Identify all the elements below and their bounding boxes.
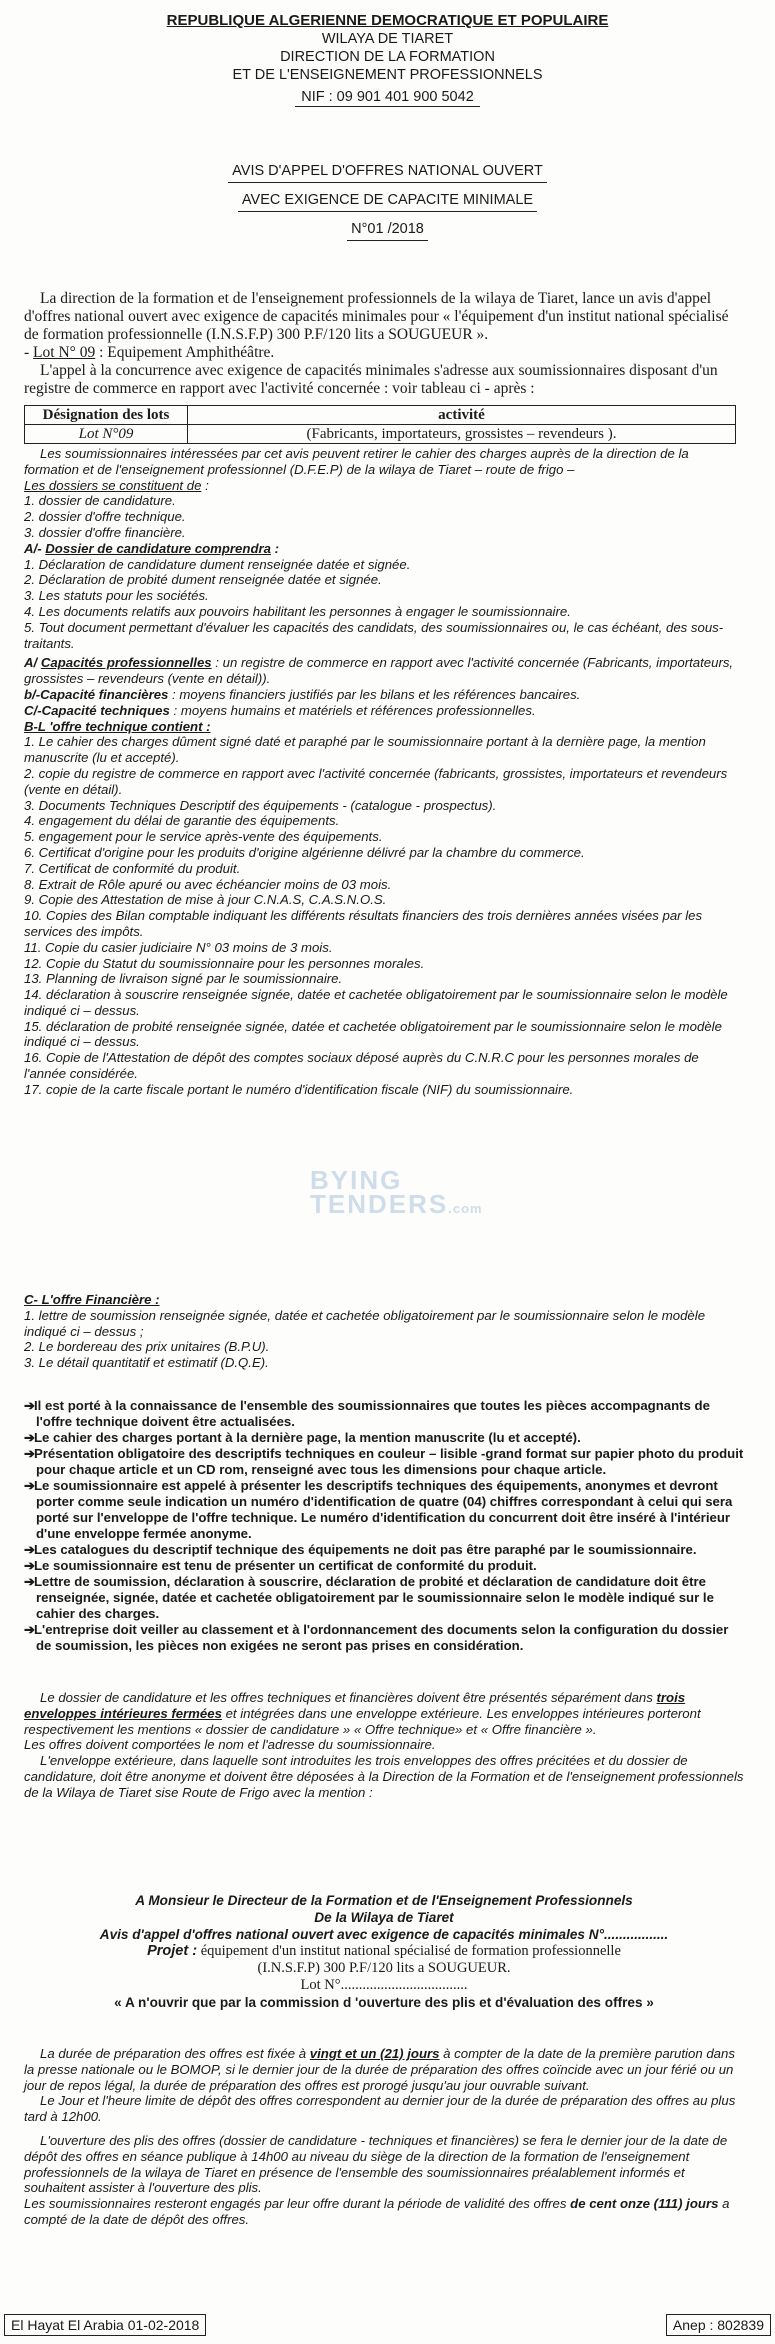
bullet-item <box>24 1446 744 1478</box>
bullet-item <box>24 1574 744 1622</box>
list-item: 13. Planning de livraison signé par le soumissionnaire. <box>24 971 343 987</box>
section-a-suffix: : <box>270 540 280 556</box>
arrow-right-icon: ➔ <box>24 1478 36 1493</box>
section-a-heading <box>24 541 744 557</box>
footer-anep: Anep : 802839 <box>666 2314 771 2336</box>
lot-prefix: - <box>24 344 34 361</box>
duration-section <box>24 2046 744 2228</box>
address-line3: Avis d'appel d'offres national ouvert avec exigence de capacités minimales N°................. <box>99 1927 669 1942</box>
list-item: 14. déclaration à souscrire renseignée signée, datée et cachetée obligatoirement par le soumissionnaire selon le modèle indiqué ci – dessus. <box>24 987 728 1018</box>
list-item: 1. lettre de soumission renseignée signée, datée et cachetée obligatoirement par le soumissionnaire selon le modèle indiqué ci – dessus ; <box>24 1307 706 1339</box>
bullet-text: Il est porté à la connaissance de l'ensemble des soumissionnaires que toutes les pièces accompagnants de l'offre technique doivent être actualisées. <box>34 1398 710 1429</box>
address-block <box>24 1892 744 2011</box>
capacity-a-text: : un registre de commerce en rapport avec l'activité concernée (Fabricants, importateurs, grossistes – revendeurs (vente en détail)). <box>24 655 734 687</box>
list-item: 5. Tout document permettant d'évaluer les capacités des candidats, des soumissionnaires ou, le cas échéant, des sous-traitants. <box>24 619 724 651</box>
list-item: 1. dossier de candidature. <box>24 493 176 509</box>
list-item: 6. Certificat d'origine pour les produits d'origine algérienne délivré par la chambre du commerce. <box>24 844 585 860</box>
capacity-technical <box>24 703 744 719</box>
list-item: 3. Documents Techniques Descriptif des équipements - (catalogue - prospectus). <box>24 797 497 813</box>
section-a-heading-text: Dossier de candidature comprendra <box>45 540 271 556</box>
list-item: 3. dossier d'offre financière. <box>24 524 186 540</box>
arrow-right-icon: ➔ <box>24 1558 36 1573</box>
watermark-line2: TENDERS <box>310 1189 449 1219</box>
validity-days: de cent onze (111) jours <box>570 2196 719 2212</box>
lot-text: : Equipement Amphithéâtre. <box>95 344 275 361</box>
watermark-suffix: .com <box>448 1201 483 1216</box>
bullet-item <box>24 1542 744 1558</box>
title-line1: AVIS D'APPEL D'OFFRES NATIONAL OUVERT <box>228 160 547 183</box>
title-line2: AVEC EXIGENCE DE CAPACITE MINIMALE <box>238 189 537 212</box>
list-item: 1. Déclaration de candidature dument renseignée datée et signée. <box>24 556 411 572</box>
address-line5: (I.N.S.F.P) 300 P.F/120 lits a SOUGUEUR. <box>257 1960 511 1976</box>
bullet-item <box>24 1558 744 1574</box>
list-item: 3. Les statuts pour les sociétés. <box>24 588 209 604</box>
arrow-right-icon: ➔ <box>24 1542 36 1557</box>
intro-paragraph-2: L'appel à la concurrence avec exigence de capacités minimales s'adresse aux soumissionnaires disposant d'un registre de commerce en rapport avec l'activité concernée : voir tableau ci - après : <box>24 362 718 397</box>
list-item: 10. Copies des Bilan comptable indiquant les différents résultats financiers des trois dernières années visées par les services des impôts. <box>24 908 703 939</box>
footer-newspaper: El Hayat El Arabia 01-02-2018 <box>4 2314 206 2336</box>
lot-label: Lot N° 09 <box>33 344 96 361</box>
watermark-logo <box>310 1165 483 1221</box>
list-item: 1. Le cahier des charges dûment signé daté et paraphé par le soumissionnaire portant à la dernière page, la mention manuscrite (lu et accepté). <box>24 734 706 766</box>
bullet-text: Le cahier des charges portant à la dernière page, la mention manuscrite (lu et accepté). <box>34 1430 581 1445</box>
section-b-heading: B-L 'offre technique contient : <box>24 718 211 734</box>
withdraw-paragraph: Les soumissionnaires intéressées par cet avis peuvent retirer le cahier des charges auprès de la direction de la formation et de l'enseignement professionnel (D.F.E.P) de la wilaya de Tiaret – route de frigo – <box>24 446 689 477</box>
table-header-activity: activité <box>188 406 736 425</box>
bullet-list <box>24 1398 744 1654</box>
list-item: 9. Copie des Attestation de mise à jour C.N.A.S, C.A.S.N.O.S. <box>24 892 387 908</box>
opening-paragraph: L'ouverture des plis des offres (dossier de candidature - techniques et financières) se fera le dernier jour de la date de dépôt des offres en séance publique à 14h00 au niveau du siège de la direction de la formation de l'enseignement professionnels de la wilaya de Tiaret en présence de l'ensemble des soumissionnaires préalablement informés et souhaitent assister à l'ouverture des plis. <box>24 2132 728 2196</box>
capacity-c-label: C/-Capacité techniques <box>24 702 170 718</box>
deadline-paragraph: Le Jour et l'heure limite de dépôt des offres correspondent au dernier jour de la durée de préparation des offres au plus tard à 12h00. <box>24 2093 736 2125</box>
header-wilaya: WILAYA DE TIARET <box>321 31 454 47</box>
list-item: 11. Copie du casier judiciaire N° 03 moins de 3 mois. <box>24 939 333 955</box>
validity-paragraph <box>24 2196 744 2228</box>
bullet-item <box>24 1622 744 1654</box>
envelopes-text-c: et intégrées dans une enveloppe extérieure. Les enveloppes intérieures porteront respectivement les mentions « dossier de candidature » « Offre technique» et « Offre financière ». <box>24 1705 701 1737</box>
dossiers-heading <box>24 478 744 494</box>
envelopes-paragraph <box>24 1690 744 1737</box>
project-text: équipement d'un institut national spécialisé de formation professionnelle <box>197 1943 621 1959</box>
header-republic: REPUBLIQUE ALGERIENNE DEMOCRATIQUE ET POPULAIRE <box>166 12 609 29</box>
capacity-c-text: : moyens humains et matériels et références professionnelles. <box>169 702 536 718</box>
section-c-heading: C- L'offre Financière : <box>24 1292 160 1307</box>
table-header-designation: Désignation des lots <box>25 406 188 425</box>
capacity-financial <box>24 687 744 703</box>
capacity-a-prefix: A/ <box>24 655 41 671</box>
table-cell-lot: Lot N°09 <box>25 425 188 444</box>
duration-paragraph <box>24 2046 744 2093</box>
address-notice: « A n'ouvrir que par la commission d 'ouverture des plis et d'évaluation des offres » <box>114 1995 654 2010</box>
list-item: 2. copie du registre de commerce en rapport avec l'activité concernée (fabricants, grossistes, importateurs et revendeurs (vente en détail). <box>24 765 728 797</box>
intro-paragraph: La direction de la formation et de l'enseignement professionnels de la wilaya de Tiaret, lance un avis d'appel d'offres national ouvert avec exigence de capacités minimales pour « l'équipement d'un institut national spécialisé de formation professionnelle (I.N.S.F.P) 300 P.F/120 lits a SOUGUEUR ». <box>24 290 729 343</box>
capacity-a-label: Capacités professionnelles <box>40 655 212 671</box>
validity-text-a: Les soumissionnaires resteront engagés par leur offre durant la période de validité des offres <box>24 2196 571 2212</box>
validity-text-c: a compté de la date de dépôt des offres. <box>24 2196 730 2227</box>
list-item: 8. Extrait de Rôle apuré ou avec échéancier moins de 03 mois. <box>24 876 392 892</box>
list-item: 16. Copie de l'Attestation de dépôt des comptes sociaux déposé auprès du C.N.R.C pour les personnes morales de l'année considérée. <box>24 1050 699 1082</box>
list-item: 3. Le détail quantitatif et estimatif (D.Q.E). <box>24 1355 269 1371</box>
header-nif: NIF : 09 901 401 900 5042 <box>295 88 480 107</box>
address-lot: Lot N°................................... <box>300 1977 468 1993</box>
bullet-text: Les catalogues du descriptif technique des équipements ne doit pas être paraphé par le soumissionnaire. <box>34 1542 697 1557</box>
arrow-right-icon: ➔ <box>24 1398 36 1413</box>
list-item: 2. Déclaration de probité dument renseignée datée et signée. <box>24 572 382 588</box>
dossiers-heading-text: Les dossiers se constituent de <box>24 477 202 493</box>
body-main <box>24 446 744 1098</box>
address-line1: A Monsieur le Directeur de la Formation et de l'Enseignement Professionnels <box>135 1893 633 1908</box>
bullet-item <box>24 1398 744 1430</box>
bullet-text: Le soumissionnaire est appelé à présenter les descriptifs techniques des équipements, anonymes et devront porter comme seule indication un numéro d'identification de quatre (04) chiffres correspondant à celui qui sera porté sur l'enveloppe de l'offre technique. Le numéro d'identification du concurrent doit être inséré à l'intérieur d'une enveloppe fermée anonyme. <box>34 1478 733 1541</box>
list-item: 7. Certificat de conformité du produit. <box>24 860 241 876</box>
list-item: 2. dossier d'offre technique. <box>24 509 186 525</box>
list-item: 2. Le bordereau des prix unitaires (B.P.U). <box>24 1339 270 1355</box>
list-item: 4. engagement du délai de garantie des équipements. <box>24 813 340 829</box>
section-b-list <box>24 734 744 1097</box>
notice-title <box>0 160 775 247</box>
lots-table <box>24 405 736 444</box>
arrow-right-icon: ➔ <box>24 1446 36 1461</box>
section-c <box>24 1292 744 1371</box>
bullet-text: Lettre de soumission, déclaration à souscrire, déclaration de probité et déclaration de candidature doit être renseignée, signée, datée et cachetée obligatoirement par le soumissionnaire selon le modèle indiqué sur le cahier des charges. <box>34 1574 714 1621</box>
intro <box>24 290 744 398</box>
address-line2: De la Wilaya de Tiaret <box>314 1910 454 1925</box>
arrow-right-icon: ➔ <box>24 1574 36 1589</box>
arrow-right-icon: ➔ <box>24 1622 36 1637</box>
dossiers-heading-suffix: : <box>201 477 209 493</box>
title-number: N°01 /2018 <box>347 218 428 241</box>
table-cell-activity: (Fabricants, importateurs, grossistes – revendeurs ). <box>188 425 736 444</box>
bullet-text: Présentation obligatoire des descriptifs techniques en couleur – lisible -grand format sur papier photo du produit pour chaque article et un CD rom, renseigné avec tous les dimensions pour chaque article. <box>34 1446 744 1477</box>
list-item: 15. déclaration de probité renseignée signée, datée et cachetée obligatoirement par le soumissionnaire selon le modèle indiqué ci – dessus. <box>24 1018 722 1050</box>
list-item: 5. engagement pour le service après-vente des équipements. <box>24 829 383 845</box>
envelopes-text-a: Le dossier de candidature et les offres techniques et financières doivent être présentés séparément dans <box>40 1690 657 1705</box>
header <box>0 12 775 107</box>
duration-days: vingt et un (21) jours <box>309 2046 440 2061</box>
project-label: Projet : <box>147 1943 198 1959</box>
list-item: 4. Les documents relatifs aux pouvoirs habilitant les personnes à engager le soumissionnaire. <box>24 603 571 619</box>
capacity-professional <box>24 655 744 687</box>
table-row <box>25 425 736 444</box>
intro-lot <box>24 344 744 362</box>
watermark-line1: BYING <box>310 1165 403 1195</box>
capacity-b-text: : moyens financiers justifiés par les bilans et les références bancaires. <box>168 686 581 702</box>
envelopes-section <box>24 1690 744 1801</box>
bullet-item <box>24 1478 744 1542</box>
list-item: 17. copie de la carte fiscale portant le numéro d'identification fiscale (NIF) du soumissionnaire. <box>24 1081 574 1097</box>
duration-text-a: La durée de préparation des offres est fixée à <box>40 2046 310 2061</box>
section-a-prefix: A/- <box>24 540 46 556</box>
envelopes-paragraph-3: L'enveloppe extérieure, dans laquelle sont introduites les trois enveloppes des offres précitées et du dossier de candidature, doit être anonyme et doivent être déposées à la Direction de la Formation et de l'enseignement professionnels de la Wilaya de Tiaret sise Route de Frigo avec la mention : <box>24 1753 744 1800</box>
envelopes-paragraph-2: Les offres doivent comportées le nom et l'adresse du soumissionnaire. <box>24 1737 436 1753</box>
header-direction: DIRECTION DE LA FORMATION <box>280 49 495 65</box>
header-direction-2: ET DE L'ENSEIGNEMENT PROFESSIONNELS <box>232 67 543 83</box>
arrow-right-icon: ➔ <box>24 1430 36 1445</box>
capacity-b-label: b/-Capacité financières <box>24 686 169 702</box>
bullet-item <box>24 1430 744 1446</box>
bullet-text: L'entreprise doit veiller au classement et à l'ordonnancement des documents selon la configuration du dossier de soumission, les pièces non exigées ne seront pas prises en considération. <box>34 1622 729 1653</box>
address-project <box>24 1943 744 1960</box>
bullet-text: Le soumissionnaire est tenu de présenter un certificat de conformité du produit. <box>34 1558 537 1573</box>
duration-text-c: à compter de la date de la première parution dans la presse nationale ou le BOMOP, si le dernier jour de la durée de préparation des offres coïncide avec un jour férié ou un jour de repos légal, la durée de préparation des offres est prorogé jusqu'au jour ouvrable suivant. <box>24 2046 735 2093</box>
envelopes-emphasis: trois enveloppes intérieures fermées <box>24 1690 686 1721</box>
list-item: 12. Copie du Statut du soumissionnaire pour les personnes morales. <box>24 955 425 971</box>
